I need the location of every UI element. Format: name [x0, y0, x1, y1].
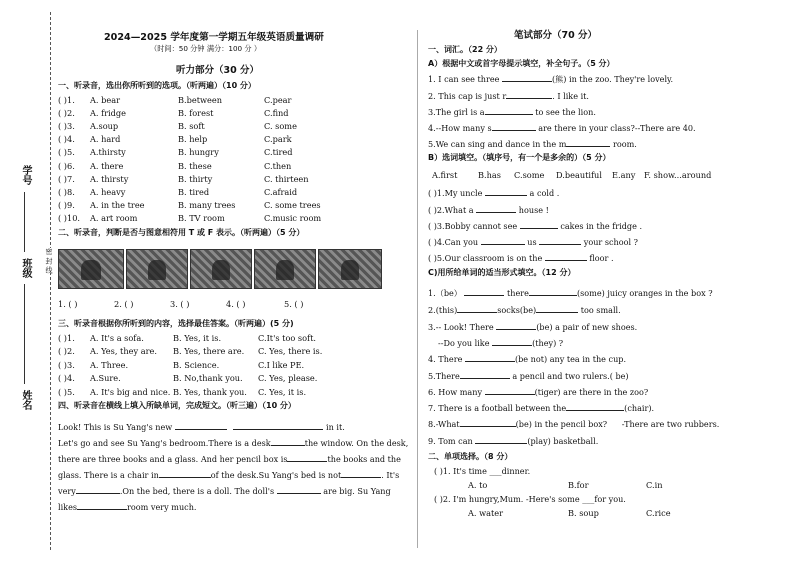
part1-question-10 [58, 214, 414, 224]
question-text: 8.-What [428, 419, 460, 429]
option-b[interactable]: B. soft [178, 121, 205, 132]
question-text: 4. There [428, 354, 463, 364]
question-text: 1.（be） [428, 288, 462, 298]
option-b[interactable]: B. Yes, it is. [173, 333, 222, 343]
question-text: 2.(this) [428, 305, 458, 315]
partC-line-4 [428, 353, 626, 363]
option-b[interactable]: B. No,thank you. [173, 373, 243, 384]
answer-bracket[interactable]: ( )6. [58, 160, 75, 171]
blank-input[interactable] [175, 421, 227, 430]
question-text: (be) in the pencil box? [515, 419, 608, 429]
passage-text: room very much. [127, 502, 197, 512]
blank-input[interactable] [76, 485, 120, 494]
mc-q2-option-c[interactable]: C.rice [646, 508, 671, 518]
question-text: (be) a pair of new shoes. [536, 322, 638, 332]
answer-bracket[interactable]: ( )1. [58, 333, 75, 343]
part1-question-3 [58, 122, 414, 132]
part1-question-2 [58, 109, 414, 119]
answer-bracket[interactable]: ( )3. [58, 121, 75, 132]
question-text: ( )5.Our classroom is on the [428, 253, 543, 263]
option-a[interactable]: A. hard [90, 134, 121, 145]
listening-part1-heading: 一、听录音，选出你所听到的选项。（听两遍）（10 分） [58, 81, 256, 90]
question-text: a pencil and two rulers.( be) [512, 371, 629, 381]
written-title: 笔试部分（70 分） [514, 30, 598, 41]
right-column [428, 0, 784, 561]
option-c[interactable]: C.then [264, 160, 292, 171]
question-text: there [507, 288, 529, 298]
option-a: A.first [432, 170, 458, 180]
option-b[interactable]: B. help [178, 134, 208, 145]
partC-line-6 [428, 386, 648, 396]
blank-input[interactable] [492, 122, 536, 131]
mc-q2-option-a[interactable]: A. water [468, 508, 504, 518]
option-c[interactable]: C.find [264, 108, 289, 119]
partB-line-5 [428, 252, 614, 262]
passage-line-4 [58, 469, 399, 479]
question-text: your school ? [583, 237, 639, 247]
blank-input[interactable] [529, 287, 577, 296]
partA-line-4 [428, 122, 696, 132]
question-text: to see the lion. [535, 107, 596, 117]
part2-answer-3[interactable]: 3. ( ) [170, 299, 190, 309]
passage-line-5 [58, 485, 391, 495]
blank-input[interactable] [485, 386, 535, 395]
blank-input[interactable] [271, 437, 305, 446]
option-e: E.any [612, 170, 636, 180]
part2-answer-1[interactable]: 1. ( ) [58, 299, 78, 309]
blank-input[interactable] [506, 90, 552, 99]
mc-question-1[interactable]: ( )1. It's time ___dinner. [434, 466, 531, 476]
option-a[interactable]: A.thirsty [90, 147, 126, 158]
blank-input[interactable] [481, 236, 525, 245]
blank-input[interactable] [465, 353, 515, 362]
option-c[interactable]: C.It's too soft. [258, 333, 316, 343]
option-c[interactable]: C. Yes, there is. [258, 346, 323, 357]
option-a[interactable]: A. thirsty [90, 173, 129, 184]
answer-bracket[interactable]: ( )3. [58, 359, 75, 370]
option-b[interactable]: B. Yes, thank you. [173, 386, 247, 397]
option-c[interactable]: C.pear [264, 95, 292, 105]
passage-text: in it. [325, 422, 345, 432]
question-text: a cold . [529, 188, 560, 198]
mc-heading: 二、单项选择。（8 分） [428, 452, 513, 461]
question-text: ( )3.Bobby cannot see [428, 221, 518, 231]
mc-q1-option-b[interactable]: B.for [568, 480, 589, 490]
passage-line-3 [58, 453, 401, 463]
blank-input[interactable] [460, 418, 516, 427]
question-text: 3.The girl is a [428, 107, 485, 117]
question-text: 6. How many [428, 387, 483, 397]
question-text: 7. There is a football between the [428, 403, 567, 413]
mc-q1-option-c[interactable]: C.in [646, 480, 663, 490]
blank-input[interactable] [566, 402, 624, 411]
option-b[interactable]: B. Yes, there are. [173, 346, 245, 357]
part3-question-3 [58, 361, 414, 371]
blank-input[interactable] [539, 236, 581, 245]
option-b[interactable]: B. Science. [173, 359, 220, 370]
passage-text: . It's [381, 470, 400, 480]
mc-q1-option-a[interactable]: A. to [468, 480, 488, 490]
part1-question-5 [58, 148, 414, 158]
vocab-heading: 一、词汇。（22 分） [428, 45, 502, 54]
option-a[interactable]: A. It's big and nice. [90, 386, 171, 397]
question-text: (play) basketball. [527, 436, 599, 446]
question-text: house ! [518, 205, 549, 215]
question-text: 9. Tom can [428, 436, 473, 446]
option-c[interactable]: C.tired [264, 147, 293, 158]
listening-part4-heading: 四、听录音在横线上填入所缺单词，完成短文。（听三遍）（10 分） [58, 401, 296, 410]
answer-bracket[interactable]: ( )2. [58, 346, 75, 357]
option-b[interactable]: B. hungry [178, 147, 219, 158]
answer-bracket[interactable]: ( )10. [58, 212, 81, 223]
question-text: 5.There [428, 371, 460, 381]
question-text: ( )1.My uncle [428, 188, 483, 198]
exam-title: 2024—2025 学年度第一学期五年级英语质量调研 [104, 32, 324, 43]
passage-text: the window. On the desk, [304, 438, 409, 448]
partA-line-3 [428, 106, 596, 116]
blank-input[interactable] [341, 469, 381, 478]
part3-question-5 [58, 388, 414, 398]
passage-text: Let's go and see Su Yang's bedroom.There is a desk [58, 438, 271, 448]
partC-line-3c [438, 337, 563, 347]
seat-number-line [24, 192, 25, 252]
answer-bracket[interactable]: ( )8. [58, 186, 75, 197]
part1-question-4 [58, 135, 414, 145]
option-a[interactable]: A. It's a sofa. [90, 333, 144, 343]
answer-bracket[interactable]: ( )9. [58, 199, 75, 210]
option-b[interactable]: B. tired [178, 186, 210, 197]
listening-pictures [58, 249, 414, 289]
part2-answer-4[interactable]: 4. ( ) [226, 299, 246, 309]
passage-text: glass. There is a chair in [58, 470, 159, 480]
blank-input[interactable] [566, 138, 610, 147]
blank-input[interactable] [536, 304, 578, 313]
option-f: F. show...around [644, 170, 712, 180]
question-text: floor . [589, 253, 614, 263]
option-a[interactable]: A. in the tree [90, 199, 145, 210]
blank-input[interactable] [159, 469, 211, 478]
option-c[interactable]: C. Yes, please. [258, 373, 318, 384]
picture-1 [58, 249, 124, 289]
blank-input[interactable] [287, 453, 327, 462]
answer-bracket[interactable]: ( )7. [58, 173, 75, 184]
blank-input[interactable] [464, 287, 504, 296]
listening-part2-heading: 二、听录音，判断是否与图意相符用 T 或 F 表示。（听两遍）（5 分） [58, 228, 305, 237]
listening-title: 听力部分（30 分） [176, 65, 260, 76]
blank-input[interactable] [77, 501, 127, 510]
left-column [58, 0, 414, 561]
name-label: 姓名 [20, 390, 31, 410]
option-c[interactable]: C.music room [264, 212, 322, 223]
option-a[interactable]: A. Yes, they are. [90, 346, 157, 357]
passage-text: there are three books and a glass. And her pencil box is [58, 454, 288, 464]
passage-text: likes [58, 502, 78, 512]
question-text: (chair). [624, 403, 655, 413]
partC-line-2 [428, 304, 621, 314]
partB-line-3 [428, 220, 642, 230]
answer-bracket[interactable]: ( )4. [58, 373, 75, 384]
blank-input[interactable] [492, 337, 532, 346]
option-a[interactable]: A. bear [90, 95, 120, 105]
question-text: us [527, 237, 537, 247]
binding-line [50, 12, 51, 550]
blank-input[interactable] [485, 187, 527, 196]
vocab-partC-heading: C)用所给单词的适当形式填空。（12 分） [428, 268, 576, 277]
part1-question-7 [58, 175, 414, 185]
class-label: 班级 [20, 258, 31, 278]
blank-input[interactable] [476, 204, 516, 213]
blank-input[interactable] [233, 421, 323, 430]
question-text: (they) ? [532, 338, 564, 348]
vocab-partA-heading: A）根据中文或首字母提示填空，补全句子。（5 分） [428, 59, 615, 68]
blank-input[interactable] [485, 106, 533, 115]
part2-answer-5[interactable]: 5. ( ) [284, 299, 304, 309]
passage-text: Look! This is Su Yang's new [58, 422, 173, 432]
blank-input[interactable] [277, 485, 321, 494]
passage-text: .On the bed, there is a doll. The doll's [119, 486, 275, 496]
blank-input[interactable] [457, 304, 497, 313]
answer-bracket[interactable]: ( )1. [58, 95, 75, 105]
option-c[interactable]: C. thirteen [264, 173, 309, 184]
option-b[interactable]: B. many trees [178, 199, 236, 210]
question-text: ( )4.Can you [428, 237, 479, 247]
option-c[interactable]: C. some trees [264, 199, 321, 210]
question-text: 3.-- Look! There [428, 322, 494, 332]
passage-line-2 [58, 437, 408, 447]
answer-bracket[interactable]: ( )4. [58, 134, 75, 145]
passage-line-1 [58, 421, 345, 431]
blank-input[interactable] [502, 73, 552, 82]
passage-line-6 [58, 501, 196, 511]
passage-text: are big. Su Yang [323, 486, 391, 496]
binding-line-note: 密 封 线 [45, 248, 53, 274]
question-text: 2. This cap is just r [428, 91, 507, 101]
option-b[interactable]: B. TV room [178, 212, 225, 223]
partB-line-4 [428, 236, 638, 246]
picture-5 [318, 249, 382, 289]
question-text: (tiger) are there in the zoo? [534, 387, 649, 397]
question-text: room. [612, 139, 637, 149]
question-text: . I like it. [552, 91, 589, 101]
partC-line-8 [428, 418, 719, 428]
question-text: 4.--How many s [428, 123, 492, 133]
option-a[interactable]: A. Three. [90, 359, 129, 370]
option-b[interactable]: B. thirty [178, 173, 213, 184]
question-text: 1. I can see three [428, 74, 500, 84]
mc-question-2[interactable]: ( )2. I'm hungry,Mum. -Here's some ___for you. [434, 494, 626, 504]
passage-text: of the desk.Su Yang's bed is not [210, 470, 342, 480]
blank-input[interactable] [460, 370, 510, 379]
passage-text: very [58, 486, 76, 496]
question-text: (熊) in the zoo. They're lovely. [552, 74, 674, 84]
picture-2 [126, 249, 188, 289]
class-line [24, 284, 25, 384]
part1-question-1 [58, 96, 414, 106]
question-text: 5.We can sing and dance in the m [428, 139, 567, 149]
seat-number-label: 学号 [20, 165, 31, 185]
question-text: too small. [580, 305, 621, 315]
column-divider [417, 30, 418, 548]
option-a[interactable]: A. heavy [90, 186, 126, 197]
listening-part3-heading: 三、听录音根据你所听到的内容，选择最佳答案。（听两遍）(5 分) [58, 319, 294, 328]
part3-question-4 [58, 374, 414, 384]
option-c: C.some [514, 170, 545, 180]
partC-line-3 [428, 321, 637, 331]
part2-answer-2[interactable]: 2. ( ) [114, 299, 134, 309]
picture-3 [190, 249, 252, 289]
option-b[interactable]: B.between [178, 95, 222, 105]
question-text: (be not) any tea in the cup. [514, 354, 627, 364]
blank-input[interactable] [520, 220, 558, 229]
option-c[interactable]: C. Yes, it is. [258, 386, 307, 397]
option-c[interactable]: C. some [264, 121, 297, 132]
partC-line-9 [428, 435, 598, 445]
part1-question-9 [58, 201, 414, 211]
option-a[interactable]: A.Sure. [90, 373, 121, 384]
partC-line-5 [428, 370, 629, 380]
option-b[interactable]: B. these [178, 160, 212, 171]
partC-line-1 [428, 287, 713, 297]
option-c[interactable]: C.I like PE. [258, 359, 305, 370]
option-c[interactable]: C.park [264, 134, 292, 145]
answer-bracket[interactable]: ( )5. [58, 147, 75, 158]
option-b[interactable]: B. forest [178, 108, 214, 119]
part1-question-6 [58, 162, 414, 172]
partB-line-2 [428, 204, 549, 214]
passage-text: the books and the [327, 454, 401, 464]
option-b: B.has [478, 170, 501, 180]
question-text: ( )2.What a [428, 205, 474, 215]
question-text: socks(be) [497, 305, 537, 315]
answer-bracket[interactable]: ( )5. [58, 386, 75, 397]
partB-line-1 [428, 187, 559, 197]
partA-line-2 [428, 90, 589, 100]
option-a[interactable]: A.soup [90, 121, 119, 132]
mc-q2-option-b[interactable]: B. soup [568, 508, 599, 518]
partC-line-7 [428, 402, 654, 412]
part3-question-2 [58, 347, 414, 357]
option-a[interactable]: A. fridge [90, 108, 127, 119]
option-d: D.beautiful [556, 170, 602, 180]
exam-meta: （时间：50 分钟 满分：100 分 ） [150, 44, 262, 53]
partA-line-1 [428, 73, 673, 83]
answer-bracket[interactable]: ( )2. [58, 108, 75, 119]
question-text: -There are two rubbers. [621, 419, 720, 429]
blank-input[interactable] [475, 435, 527, 444]
option-a[interactable]: A. art room [90, 212, 138, 223]
option-c[interactable]: C.afraid [264, 186, 298, 197]
blank-input[interactable] [545, 252, 587, 261]
question-text: are there in your class?--There are 40. [538, 123, 696, 133]
vocab-partB-heading: B）选词填空。（填序号，有一个是多余的）（5 分） [428, 153, 611, 162]
question-text: --Do you like [438, 338, 490, 348]
partA-line-5 [428, 138, 637, 148]
part3-question-1 [58, 334, 414, 344]
question-text: (some) juicy oranges in the box ? [576, 288, 713, 298]
blank-input[interactable] [496, 321, 536, 330]
picture-4 [254, 249, 316, 289]
option-a[interactable]: A. there [90, 160, 124, 171]
question-text: cakes in the fridge . [560, 221, 643, 231]
part1-question-8 [58, 188, 414, 198]
